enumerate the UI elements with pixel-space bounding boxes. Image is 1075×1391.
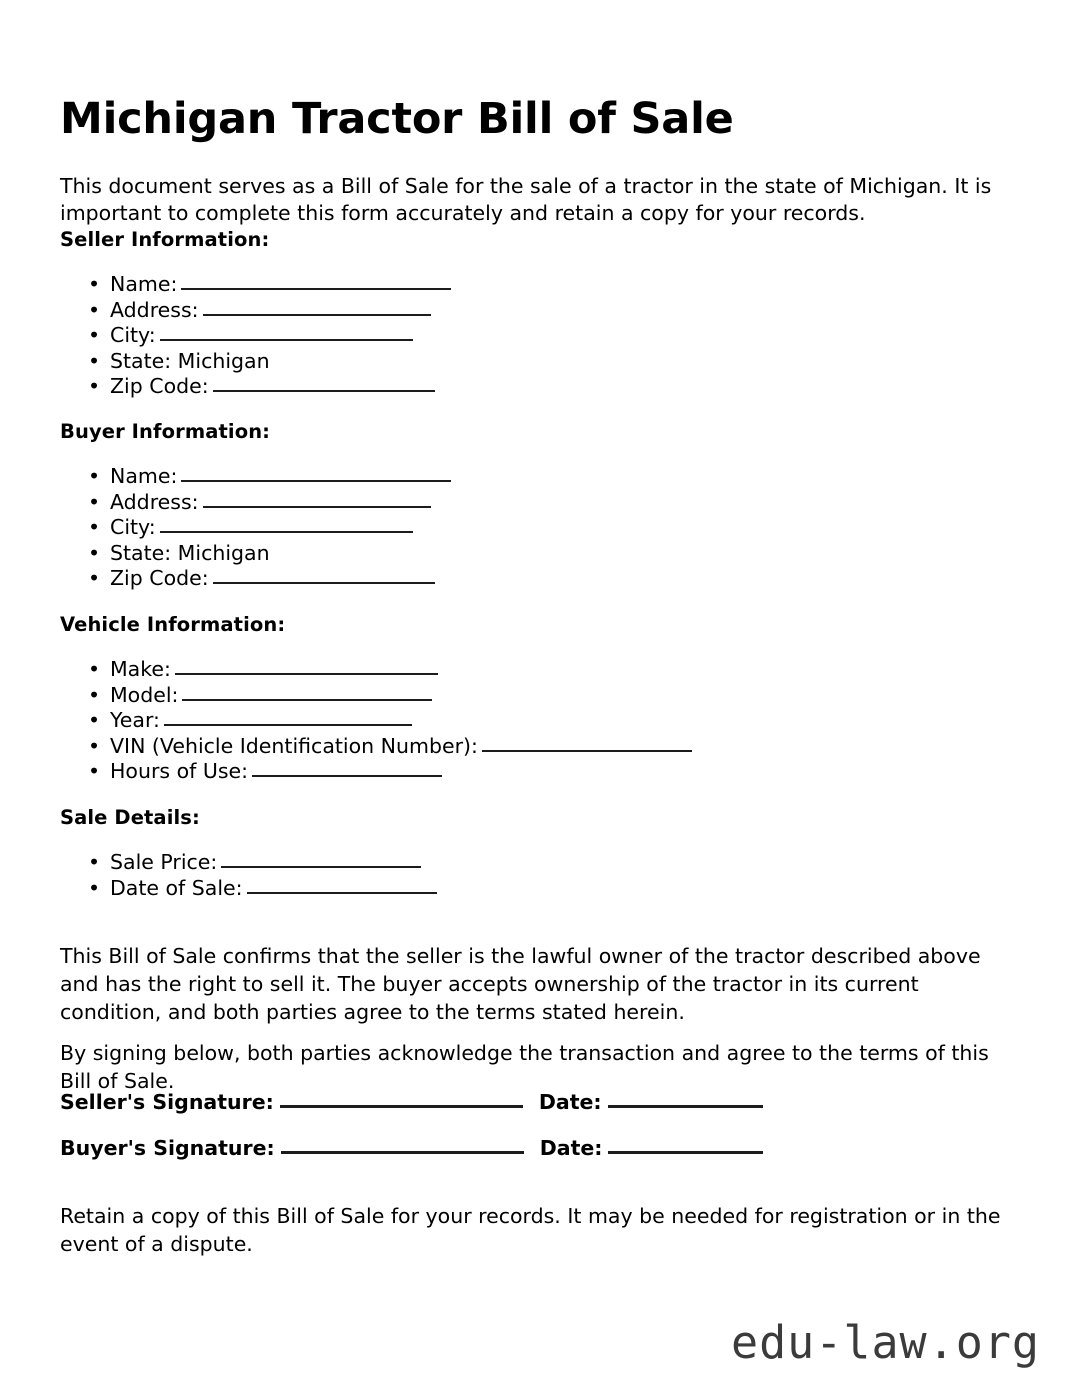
confirmation-paragraph: This Bill of Sale confirms that the seller is the lawful owner of the tractor described above and has the right to sell it. The buyer accepts ownership of the tractor in its current condition, and both parties agree to the terms stated herein. — [60, 943, 981, 1024]
vehicle-field-label: Year: — [110, 708, 160, 733]
list-item — [76, 298, 451, 324]
vehicle-field-label: Make: — [110, 657, 171, 681]
sale-field-blank[interactable] — [247, 878, 437, 894]
seller-field-label: Zip Code: — [110, 374, 209, 399]
seller-field-blank[interactable] — [181, 274, 451, 290]
buyer-field-blank[interactable] — [213, 568, 435, 584]
seller-field-label: Address: — [110, 297, 199, 322]
buyer-information-heading: Buyer Information: — [60, 420, 271, 443]
list-item — [76, 374, 451, 400]
site-watermark: edu-law.org — [730, 1316, 1040, 1369]
vehicle-field-blank[interactable] — [182, 685, 432, 701]
vehicle-field-list — [76, 657, 692, 785]
list-item — [76, 708, 692, 734]
retain-notice-paragraph: Retain a copy of this Bill of Sale for your records. It may be needed for registration or in the event of a dispute. — [60, 1203, 1001, 1256]
seller-field-blank[interactable] — [213, 376, 435, 392]
list-item — [76, 657, 692, 683]
buyer-field-label: Name: — [110, 464, 178, 488]
buyer-field-label: City: — [110, 515, 156, 540]
list-item — [76, 464, 451, 490]
vehicle-field-blank[interactable] — [175, 659, 438, 675]
seller-date-blank[interactable] — [608, 1091, 763, 1108]
seller-information-heading: Seller Information: — [60, 228, 270, 251]
list-item — [76, 876, 437, 902]
list-item — [76, 566, 451, 592]
list-item — [76, 272, 451, 298]
seller-signature-blank[interactable] — [280, 1091, 523, 1108]
vehicle-field-blank[interactable] — [252, 761, 442, 777]
vehicle-field-blank[interactable] — [164, 710, 412, 726]
vehicle-field-blank[interactable] — [482, 736, 692, 752]
sale-details-heading: Sale Details: — [60, 806, 200, 829]
sale-details-field-list — [76, 850, 437, 901]
buyer-field-blank[interactable] — [160, 517, 413, 533]
buyer-date-blank[interactable] — [608, 1137, 763, 1154]
acknowledgement-paragraph: By signing below, both parties acknowledge the transaction and agree to the terms of this Bill of Sale. — [60, 1040, 989, 1093]
vehicle-field-label: Hours of Use: — [110, 759, 249, 784]
vehicle-information-heading: Vehicle Information: — [60, 613, 286, 636]
vehicle-field-label: Model: — [110, 682, 179, 707]
seller-field-label: Name: — [110, 272, 178, 296]
list-item — [76, 349, 451, 375]
sale-field-label: Date of Sale: — [110, 875, 243, 900]
buyer-signature-label: Buyer's Signature: — [60, 1136, 275, 1160]
seller-signature-row — [60, 1090, 769, 1114]
sale-field-label: Sale Price: — [110, 850, 218, 874]
buyer-signature-blank[interactable] — [281, 1137, 524, 1154]
list-item — [76, 541, 451, 567]
list-item — [76, 759, 692, 785]
buyer-field-blank[interactable] — [203, 492, 431, 508]
buyer-field-label: Address: — [110, 489, 199, 514]
seller-field-label: City: — [110, 323, 156, 348]
list-item — [76, 734, 692, 760]
seller-field-blank[interactable] — [203, 300, 431, 316]
seller-signature-label: Seller's Signature: — [60, 1090, 274, 1114]
seller-date-label: Date: — [538, 1090, 602, 1114]
list-item — [76, 850, 437, 876]
intro-paragraph: This document serves as a Bill of Sale for the sale of a tractor in the state of Michigan. It is important to complete this form accurately and retain a copy for your records. — [60, 173, 992, 226]
seller-field-list — [76, 272, 451, 400]
list-item — [76, 323, 451, 349]
buyer-field-blank[interactable] — [181, 466, 451, 482]
list-item — [76, 515, 451, 541]
seller-field-blank[interactable] — [160, 325, 413, 341]
buyer-date-label: Date: — [539, 1136, 603, 1160]
seller-field-label: State: Michigan — [110, 348, 270, 373]
page-title: Michigan Tractor Bill of Sale — [60, 93, 734, 144]
buyer-signature-row — [60, 1136, 769, 1160]
list-item — [76, 490, 451, 516]
sale-field-blank[interactable] — [221, 852, 421, 868]
buyer-field-list — [76, 464, 451, 592]
vehicle-field-label: VIN (Vehicle Identification Number): — [110, 733, 478, 758]
buyer-field-label: Zip Code: — [110, 566, 209, 591]
list-item — [76, 683, 692, 709]
buyer-field-label: State: Michigan — [110, 540, 270, 565]
